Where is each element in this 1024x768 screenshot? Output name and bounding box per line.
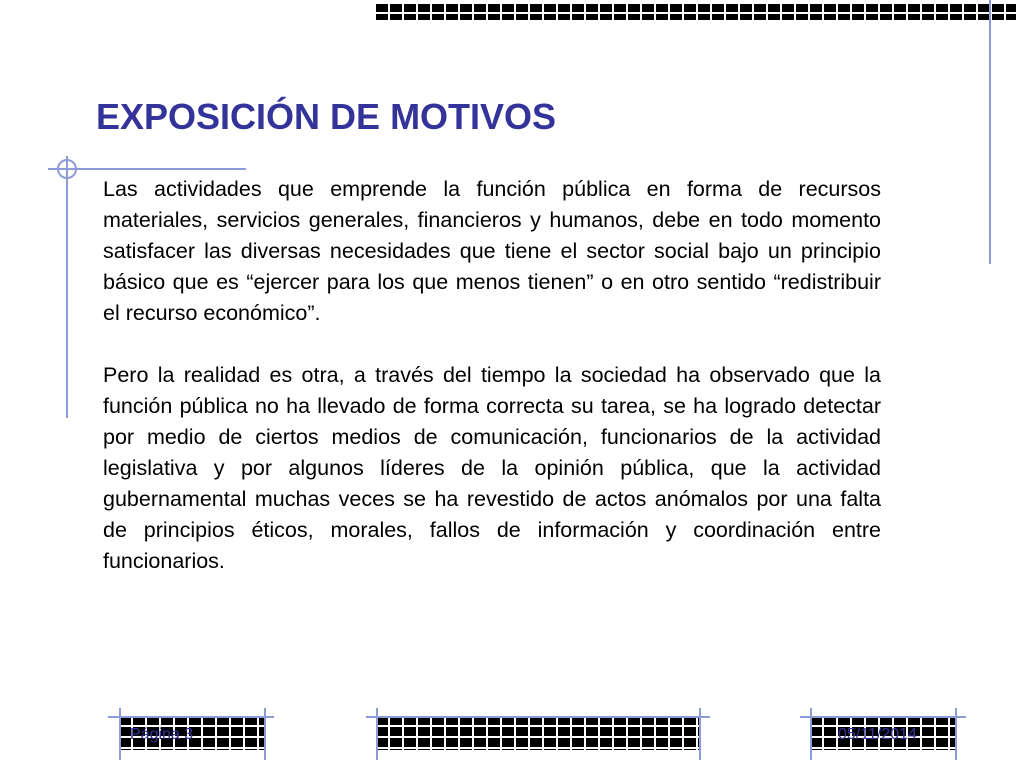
footer-center-vline-b <box>699 708 701 760</box>
footer-left-vline-b <box>264 708 266 760</box>
slide-body <box>103 174 881 577</box>
footer-page-label: Página 3 <box>130 726 194 743</box>
footer-right-hline <box>800 716 966 718</box>
top-decorative-band <box>376 4 1016 20</box>
footer-center-hline <box>366 716 710 718</box>
left-accent-vline <box>66 156 68 418</box>
footer-center-band <box>376 716 700 750</box>
paragraph-2: Pero la realidad es otra, a través del tiempo la sociedad ha observado que la función pública no ha llevado de forma correcta su tarea, se ha logrado detectar por medio de ciertos medios de comunicación, funcionarios de la actividad legislativa y por algunos líderes de la opinión pública, que la actividad gubernamental muchas veces se ha revestido de actos anómalos por una falta de principios éticos, morales, fallos de información y coordinación entre funcionarios. <box>103 363 881 573</box>
footer-date: 05/11/2014 <box>838 726 917 743</box>
slide-title: EXPOSICIÓN DE MOTIVOS <box>96 96 557 137</box>
left-accent-circle <box>57 159 77 179</box>
left-accent-hline <box>48 168 246 170</box>
footer-left-hline <box>108 716 274 718</box>
right-accent-line <box>989 0 991 264</box>
footer-center-vline-a <box>376 708 378 760</box>
paragraph-1: Las actividades que emprende la función pública en forma de recursos materiales, servicios generales, financieros y humanos, debe en todo momento satisfacer las diversas necesidades que tiene el sector social bajo un principio básico que es “ejercer para los que menos tienen” o en otro sentido “redistribuir el recurso económico”. <box>103 177 881 325</box>
footer-right-vline-a <box>810 708 812 760</box>
footer-right-vline-b <box>955 708 957 760</box>
footer-left-vline-a <box>119 708 121 760</box>
